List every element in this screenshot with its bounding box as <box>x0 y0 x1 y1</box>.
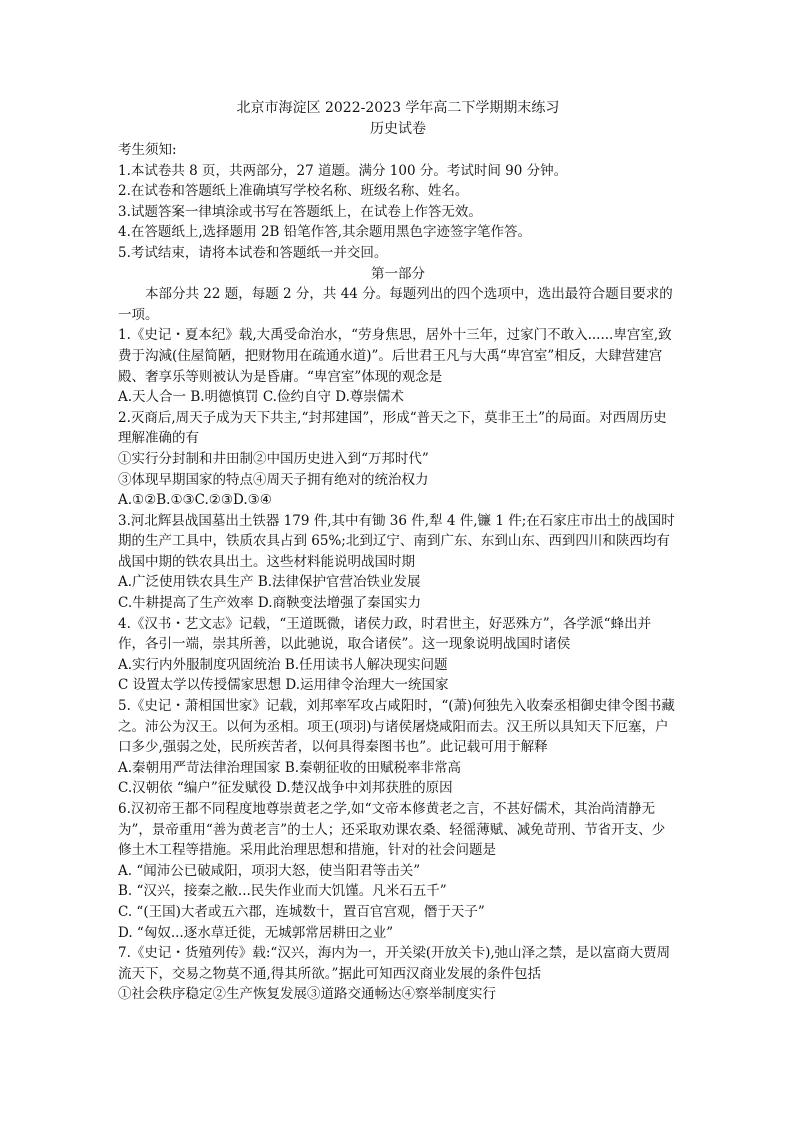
question-options: B. “汉兴，接秦之敝...民失作业而大饥馑。凡米石五千” <box>118 883 447 900</box>
question-stem: 2.灭商后,周天子成为天下共主,“封邦建国”，形成“普天之下，莫非王土”的局面。对西周历史理解准确的有 <box>118 409 667 447</box>
question-options: A. “闻沛公已破咸阳，项羽大怒，使当阳君等击关” <box>118 862 421 879</box>
question-stem: 1.《史记・夏本纪》载,大禹受命治水，“劳身焦思，居外十三年，过家门不敢入......卑宫室,致费于沟減(住屋简陋，把财物用在疏通水道)”。后世君王凡与大禹“卑宫室”相反，大肆营建宫殿、奢享乐等则被认为是昏庸。“卑宫室”体现的观念是 <box>118 327 672 385</box>
notice-item: 1.本试卷共 8 页，共两部分，27 道题。满分 100 分。考试时间 90 分钟。 <box>118 162 568 179</box>
part-heading: 第一部分 <box>371 265 425 282</box>
question-options: C. “(王国)大者或五六郡，连城数十，置百官宫观，僭于天子” <box>118 903 485 920</box>
notice-item: 3.试题答案一律填涂或书写在答题纸上，在试卷上作答无效。 <box>118 203 482 220</box>
question-options: A.广泛使用铁农具生产 B.法律保护官营冶铁业发展 <box>118 574 421 591</box>
question-options: A.①②B.①③C.②③D.③④ <box>118 492 272 509</box>
question-options: A.秦朝用严苛法律治理国家 B.秦朝征收的田赋税率非常高 <box>118 759 462 776</box>
question-stem: 3.河北辉县战国墓出土铁器 179 件,其中有锄 36 件,犁 4 件,镰 1 件;在石家庄市出土的战国时期的生产工具中，铁质农具占到 65%;北到辽宁、南到广东、东到山东、西到四川和陕西均有战国中期的铁农具出土。这些材料能说明战国时期 <box>118 512 675 570</box>
question-options: A.天人合一 B.明德慎罚 C.俭约自守 D.尊崇儒术 <box>118 389 404 406</box>
question-stem: 7.《史记・货殖列传》载:“汉兴，海内为一，开关梁(开放关卡),弛山泽之禁，是以富商大贾周流天下，交易之物莫不通,得其所欲。”据此可知西汉商业发展的条件包括 <box>118 945 671 982</box>
notice-item: 4.在答题纸上,选择题用 2B 铅笔作答,其余题用黑色字迹签字笔作答。 <box>118 224 532 241</box>
question-options: A.实行内外服制度巩固统治 B.任用读书人解决现实问题 <box>118 656 448 673</box>
question-6 <box>118 799 678 943</box>
question-stem: 6.汉初帝王都不同程度地尊崇黄老之学,如“文帝本修黄老之言，不甚好儒术，其治尚清静无为”，景帝重用“善为黄老言”的士人；还采取劝课农桑、轻徭薄赋、减免苛刑、节省开支、少修土木工程等措施。采用此治理思想和措施，针对的社会问题是 <box>118 801 666 859</box>
question-1 <box>118 325 678 407</box>
question-options: C.牛耕提高了生产效率 D.商鞅变法增强了秦国实力 <box>118 595 422 612</box>
question-options: C 设置太学以传授儒家思想 D.运用律令治理大一统国家 <box>118 677 449 694</box>
notice-item: 2.在试卷和答题纸上准确填写学校名称、班级名称、姓名。 <box>118 183 469 200</box>
part-intro: 本部分共 22 题，每题 2 分，共 44 分。每题列出的四个选项中，选出最符合题目要求的一项。 <box>118 286 673 323</box>
question-options: D. “匈奴...逐水草迁徙，无城郭常居耕田之业” <box>118 924 394 941</box>
notice-heading: 考生须知: <box>118 142 177 158</box>
question-stem: 5.《史记・萧相国世家》记载，刘邦率军攻占咸阳时，“(萧)何独先入收秦丞相御史律令图书藏之。沛公为汉王。以何为丞相。项王(项羽)与诸侯屠烧咸阳而去。汉王所以具知天下厄塞，户口多少,强弱之处，民所疾苦者，以何具得秦图书也”。此记载可用于解释 <box>118 698 675 756</box>
exam-subtitle: 历史试卷 <box>370 121 426 137</box>
page-content <box>118 98 678 1005</box>
question-options: ①实行分封制和井田制②中国历史进入到“万邦时代” <box>118 450 429 467</box>
question-options: ③体现早期国家的特点④周天子拥有绝对的统治权力 <box>118 471 429 488</box>
question-4 <box>118 614 678 696</box>
question-options: C.汉朝依 “编户”征发赋役 D.楚汉战争中刘邦获胜的原因 <box>118 780 453 797</box>
question-3 <box>118 511 678 614</box>
question-stem: 4.《汉书・艺文志》记载，“王道既微，诸侯力政，时君世主，好恶殊方”，各学派“蜂出并作，各引一端，崇其所善，以此驰说，取合诸侯”。这一现象说明战国时诸侯 <box>118 615 652 653</box>
question-options: ①社会秩序稳定②生产恢复发展③道路交通畅达④察举制度实行 <box>118 986 496 1003</box>
question-7 <box>118 943 678 1005</box>
exam-title: 北京市海淀区 2022-2023 学年高二下学期期末练习 <box>236 100 560 116</box>
notice-item: 5.考试结束，请将本试卷和答题纸一并交回。 <box>118 244 388 261</box>
question-5 <box>118 696 678 799</box>
question-2 <box>118 408 678 511</box>
